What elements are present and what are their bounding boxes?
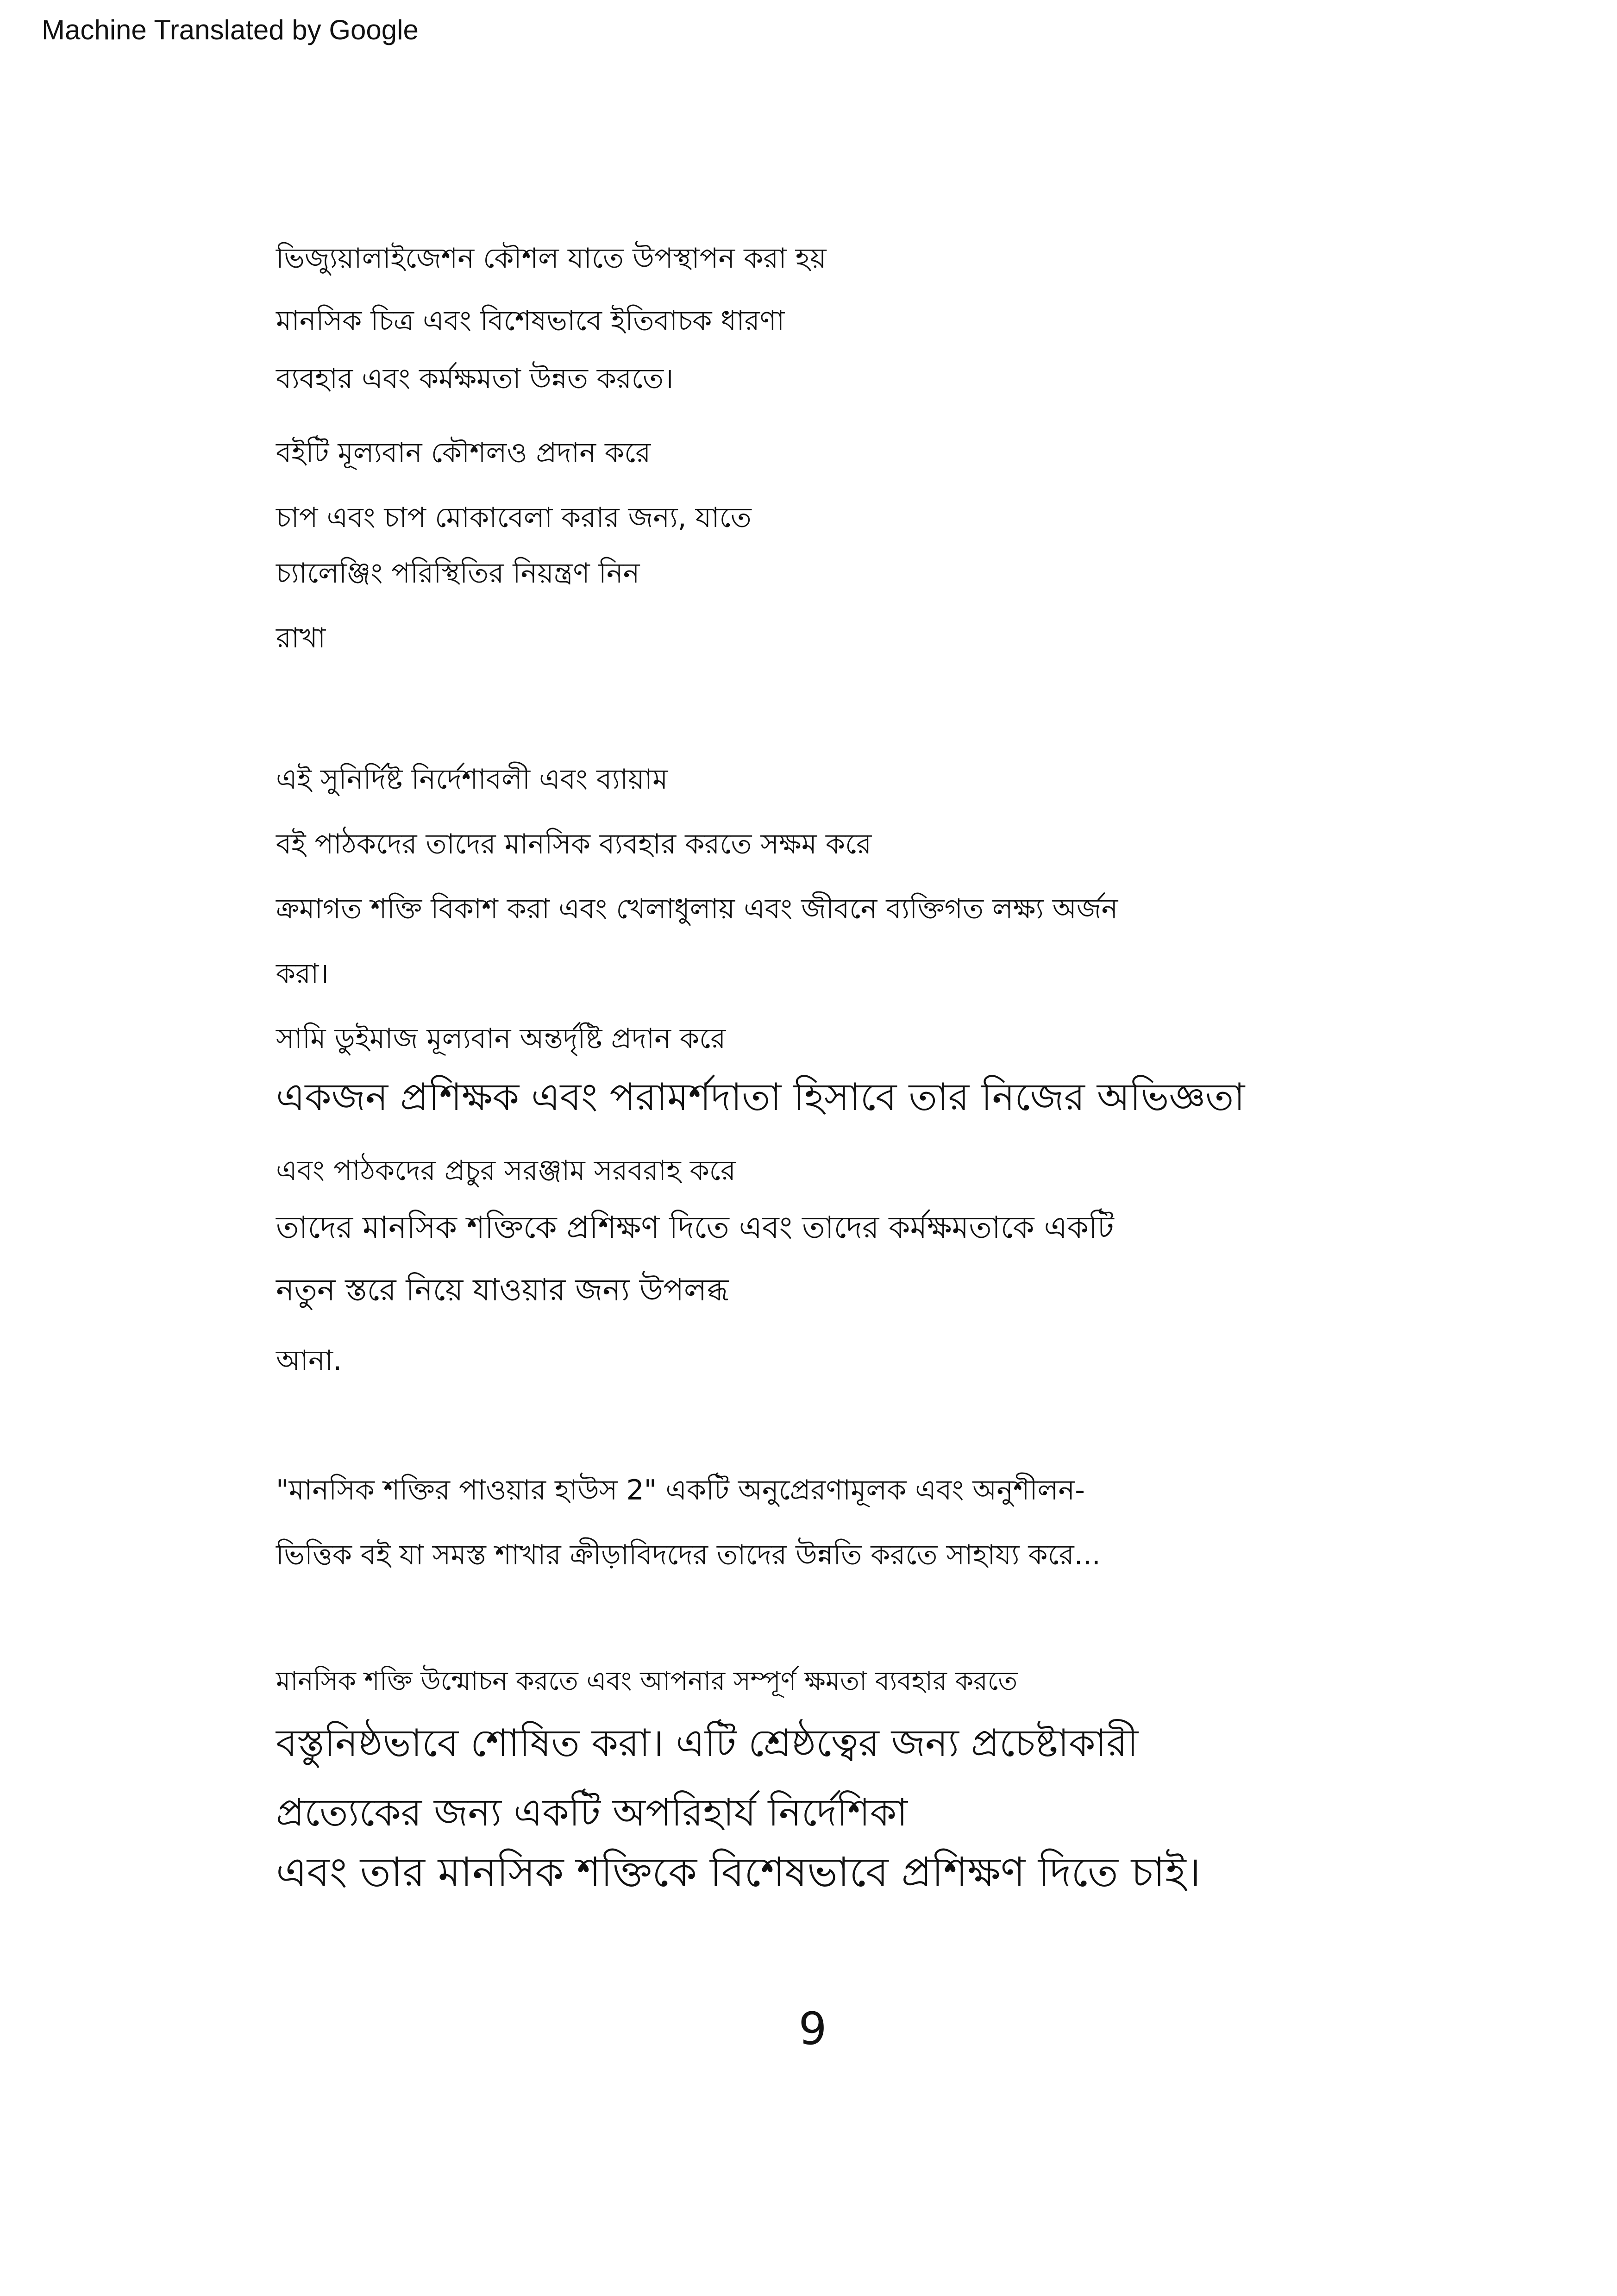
text-line: "মানসিক শক্তির পাওয়ার হাউস 2" একটি অনুপ্রেরণামূলক এবং অনুশীলন- bbox=[276, 1474, 1085, 1506]
text-line: এবং পাঠকদের প্রচুর সরঞ্জাম সরবরাহ করে bbox=[276, 1154, 736, 1187]
machine-translation-note: Machine Translated by Google bbox=[42, 14, 419, 45]
text-line: তাদের মানসিক শক্তিকে প্রশিক্ষণ দিতে এবং তাদের কর্মক্ষমতাকে একটি bbox=[276, 1210, 1114, 1245]
text-line: এবং তার মানসিক শক্তিকে বিশেষভাবে প্রশিক্ষণ দিতে চাই। bbox=[276, 1848, 1201, 1896]
text-line: ব্যবহার এবং কর্মক্ষমতা উন্নত করতে। bbox=[276, 363, 674, 395]
text-line: বইটি মূল্যবান কৌশলও প্রদান করে bbox=[276, 437, 651, 469]
text-line: ভিজ্যুয়ালাইজেশন কৌশল যাতে উপস্থাপন করা হয় bbox=[276, 242, 827, 275]
text-line: নতুন স্তরে নিয়ে যাওয়ার জন্য উপলব্ধ bbox=[276, 1272, 729, 1308]
text-line: বস্তুনিষ্ঠভাবে শোষিত করা। এটি শ্রেষ্ঠত্বের জন্য প্রচেষ্টাকারী bbox=[276, 1721, 1138, 1765]
text-line: চ্যালেঞ্জিং পরিস্থিতির নিয়ন্ত্রণ নিন bbox=[276, 557, 640, 590]
text-line: এই সুনির্দিষ্ট নির্দেশাবলী এবং ব্যায়াম bbox=[276, 763, 668, 796]
text-line: রাখা bbox=[276, 622, 326, 654]
text-line: প্রত্যেকের জন্য একটি অপরিহার্য নির্দেশিকা bbox=[276, 1791, 908, 1835]
text-line: সামি ডুইমাজ মূল্যবান অন্তর্দৃষ্টি প্রদান করে bbox=[276, 1023, 726, 1055]
text-line: একজন প্রশিক্ষক এবং পরামর্শদাতা হিসাবে তার নিজের অভিজ্ঞতা bbox=[276, 1075, 1245, 1119]
text-line: ভিত্তিক বই যা সমস্ত শাখার ক্রীড়াবিদদের তাদের উন্নতি করতে সাহায্য করে... bbox=[276, 1539, 1101, 1571]
text-line: মানসিক চিত্র এবং বিশেষভাবে ইতিবাচক ধারণা bbox=[276, 305, 785, 337]
text-line: আনা. bbox=[276, 1344, 342, 1377]
text-line: ক্রমাগত শক্তি বিকাশ করা এবং খেলাধুলায় এবং জীবনে ব্যক্তিগত লক্ষ্য অর্জন bbox=[276, 893, 1118, 925]
text-line: বই পাঠকদের তাদের মানসিক ব্যবহার করতে সক্ষম করে bbox=[276, 828, 872, 860]
page-number: 9 bbox=[798, 2003, 827, 2055]
text-line: মানসিক শক্তি উন্মোচন করতে এবং আপনার সম্পূর্ণ ক্ষমতা ব্যবহার করতে bbox=[276, 1666, 1018, 1696]
text-line: করা। bbox=[276, 958, 329, 990]
text-line: চাপ এবং চাপ মোকাবেলা করার জন্য, যাতে bbox=[276, 502, 752, 534]
